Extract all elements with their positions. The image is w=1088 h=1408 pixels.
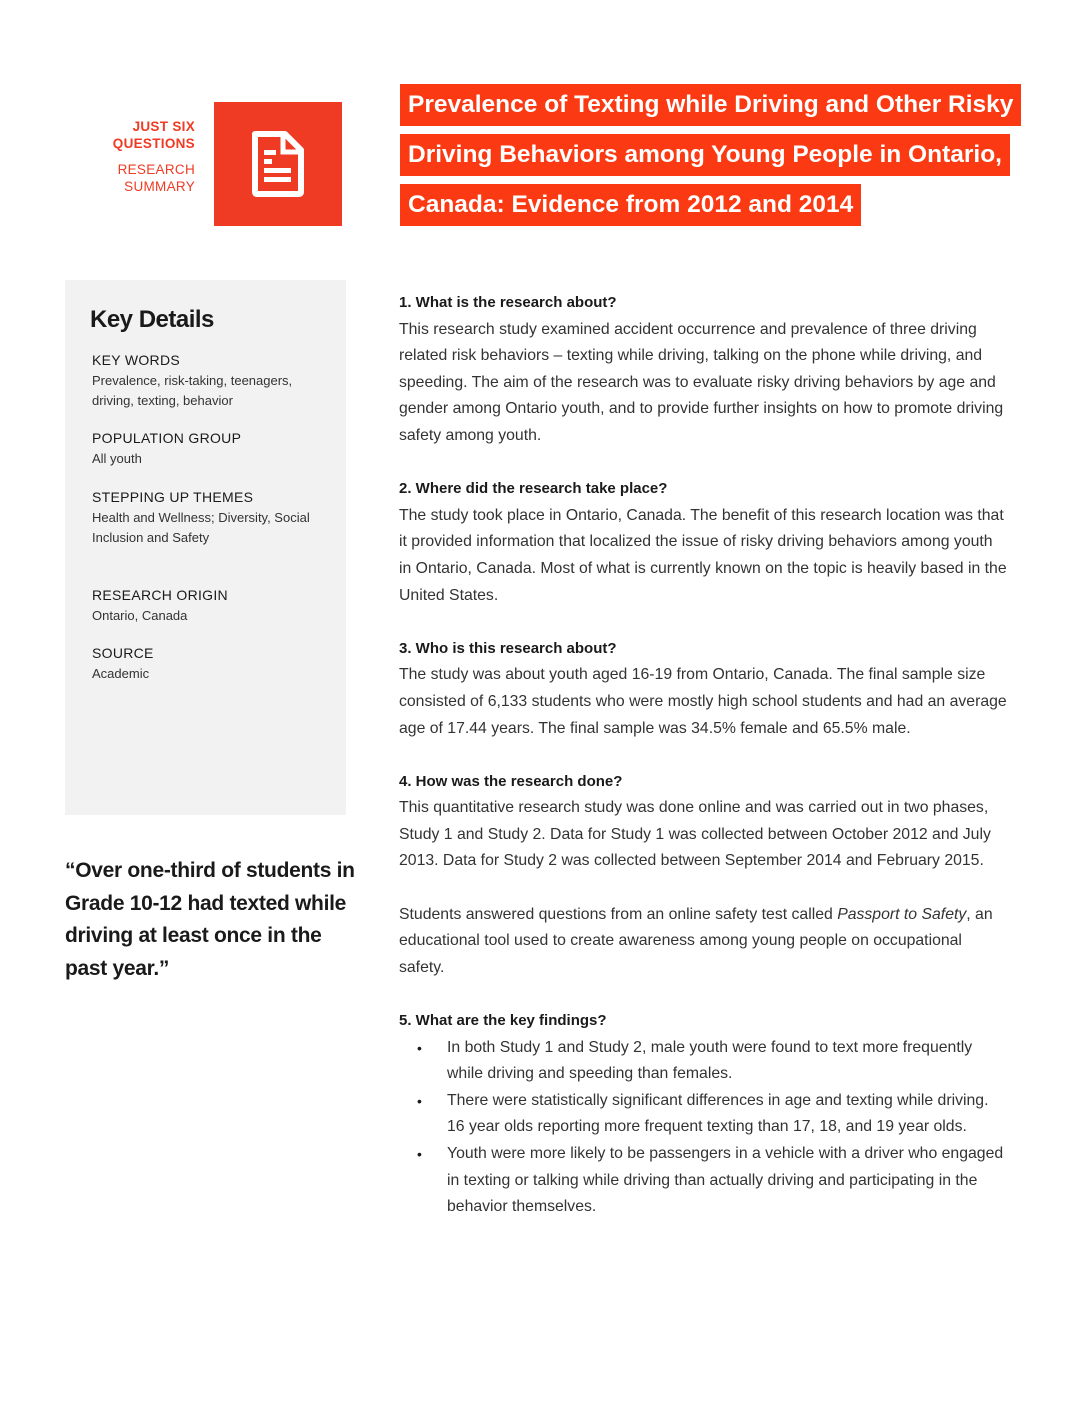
title-line-2: Driving Behaviors among Young People in Ontario, [400,134,1010,176]
answer-1: This research study examined accident occurrence and prevalence of three driving related risk behaviors – texting while driving, talking on the phone while driving, and speeding. The aim of the research was to evaluate risky driving behaviors by age and gender among Ontario youth, and to provide further insights on how to promote driving safety among youth. [399,320,1004,444]
brand-line-3: RESEARCH [117,162,195,177]
detail-research-origin [92,586,332,626]
answer-4-paragraph-2 [399,902,1009,982]
brand-line-2: QUESTIONS [112,136,195,151]
detail-value: Academic [92,666,150,681]
key-findings-list [399,1035,1009,1221]
question-4: 4. How was the research done? [399,772,623,790]
detail-label: POPULATION GROUP [92,430,242,446]
detail-label: KEY WORDS [92,352,181,368]
brand-block [113,118,195,195]
brand-line-1: JUST SIX [132,119,195,134]
pull-quote: “Over one-third of students in Grade 10-12 had texted while driving at least once in the past year.” [65,859,355,980]
document-title [400,84,1040,234]
list-item: • In both Study 1 and Study 2, male youth were found to text more frequently while driving and speeding than females. [399,1035,1009,1088]
detail-source [92,644,332,684]
logo-box [214,102,342,226]
detail-key-words [92,351,332,410]
detail-label: STEPPING UP THEMES [92,489,254,505]
passport-to-safety-title: Passport to Safety [837,905,967,923]
detail-value: Prevalence, risk-taking, teenagers, driving, texting, behavior [92,373,293,408]
detail-value: Health and Wellness; Diversity, Social Inclusion and Safety [92,510,310,545]
question-1: 1. What is the research about? [399,294,617,311]
detail-stepping-up-themes [92,488,332,547]
list-item: • Youth were more likely to be passengers in a vehicle with a driver who engaged in texting or talking while driving than actually driving and participating in the behavior themselves. [399,1141,1009,1221]
key-details-panel [65,280,346,815]
main-content [399,290,1009,1221]
title-line-1: Prevalence of Texting while Driving and Other Risky [400,84,1021,126]
question-5: 5. What are the key findings? [399,1012,607,1030]
document-icon [250,131,306,197]
answer-2: The study took place in Ontario, Canada. The benefit of this research location was that it provided information that localized the issue of risky driving behaviors among youth in Ontario, Canada. Most of what is currently known on the topic is heavily based in the United States. [399,506,1007,604]
detail-label: SOURCE [92,645,154,661]
answer-4-text-before: Students answered questions from an online safety test called [399,905,838,923]
detail-value: All youth [92,451,142,466]
question-2: 2. Where did the research take place? [399,480,668,498]
answer-4-text-after: , an educational tool used to create awareness among young people on occupational safety. [399,905,993,976]
title-line-3: Canada: Evidence from 2012 and 2014 [400,184,861,226]
question-3: 3. Who is this research about? [399,639,617,657]
detail-value: Ontario, Canada [92,608,188,623]
key-details-heading: Key Details [90,306,214,333]
answer-4-paragraph-1: This quantitative research study was done online and was carried out in two phases, Study 1 and Study 2. Data for Study 1 was collected between October 2012 and July 2013. Data for Study 2 was collected between September 2014 and February 2015. [399,799,991,870]
detail-label: RESEARCH ORIGIN [92,587,228,603]
brand-line-4: SUMMARY [124,179,195,194]
detail-population-group [92,429,332,469]
answer-3: The study was about youth aged 16-19 from Ontario, Canada. The final sample size consisted of 6,133 students who were mostly high school students and had an average age of 17.44 years. The final sample was 34.5% female and 65.5% male. [399,666,1007,737]
list-item: • There were statistically significant differences in age and texting while driving. 16 year olds reporting more frequent texting than 17, 18, and 19 year olds. [399,1088,1009,1141]
